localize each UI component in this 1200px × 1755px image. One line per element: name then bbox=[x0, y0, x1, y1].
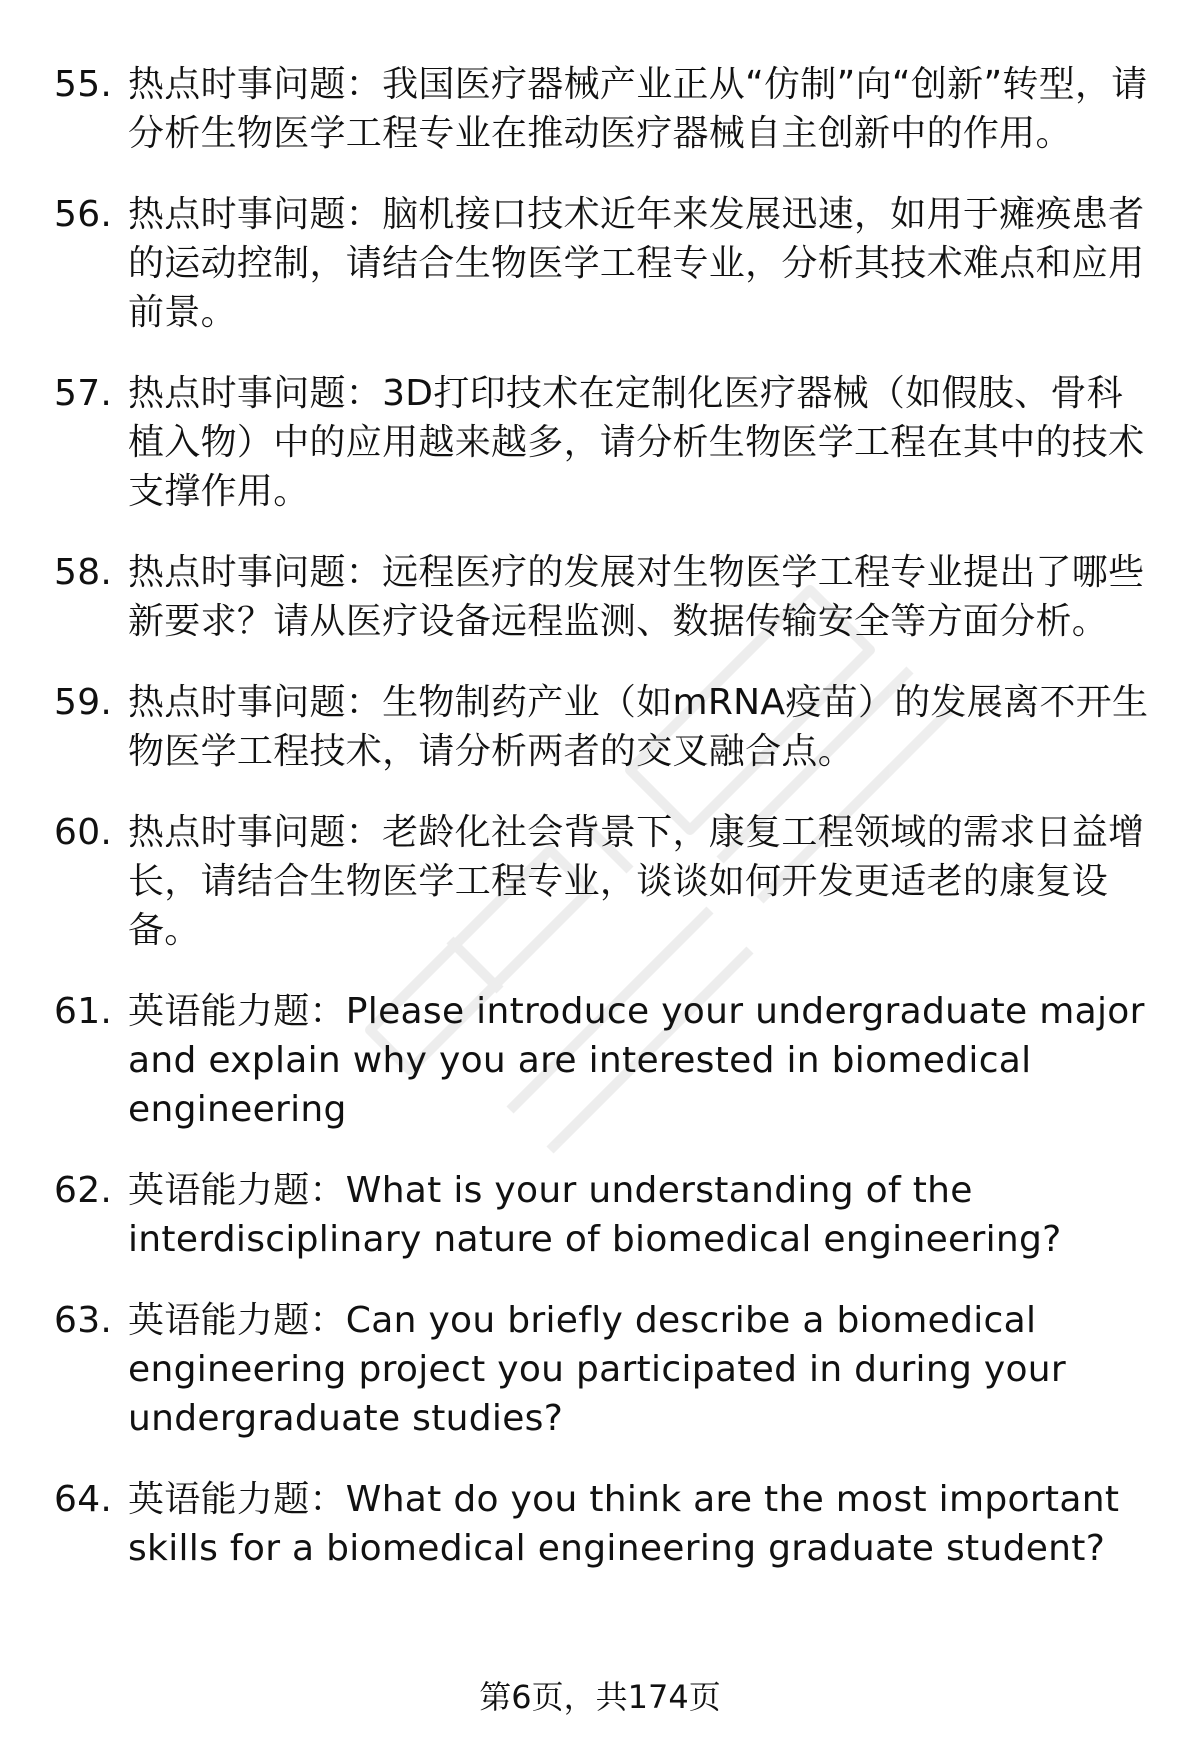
question-text: 英语能力题：What is your understanding of the interdisciplinary nature of biomedical engineering? bbox=[128, 1170, 1062, 1260]
question-text: 热点时事问题：生物制药产业（如mRNA疫苗）的发展离不开生物医学工程技术，请分析两者的交叉融合点。 bbox=[128, 682, 1149, 772]
question-item bbox=[54, 808, 1154, 955]
question-item bbox=[54, 548, 1154, 646]
question-number: 55. bbox=[54, 64, 113, 105]
question-item bbox=[54, 1475, 1154, 1573]
question-text: 英语能力题：What do you think are the most important skills for a biomedical engineering graduate student? bbox=[128, 1479, 1120, 1569]
question-number: 59. bbox=[54, 682, 113, 723]
question-text: 热点时事问题：脑机接口技术近年来发展迅速，如用于瘫痪患者的运动控制，请结合生物医学工程专业，分析其技术难点和应用前景。 bbox=[128, 194, 1145, 333]
question-item bbox=[54, 987, 1154, 1134]
question-item bbox=[54, 369, 1154, 516]
question-number: 62. bbox=[54, 1170, 113, 1211]
question-item bbox=[54, 190, 1154, 337]
page-number-footer: 第6页，共174页 bbox=[479, 1678, 721, 1716]
question-number: 57. bbox=[54, 373, 113, 414]
question-list bbox=[54, 60, 1154, 1605]
question-text: 热点时事问题：我国医疗器械产业正从“仿制”向“创新”转型，请分析生物医学工程专业在推动医疗器械自主创新中的作用。 bbox=[128, 64, 1148, 154]
question-number: 58. bbox=[54, 552, 113, 593]
question-number: 61. bbox=[54, 991, 113, 1032]
question-text: 英语能力题：Can you briefly describe a biomedical engineering project you participated in during your undergraduate studies? bbox=[128, 1300, 1067, 1439]
question-text: 热点时事问题：老龄化社会背景下，康复工程领域的需求日益增长，请结合生物医学工程专业，谈谈如何开发更适老的康复设备。 bbox=[128, 812, 1145, 951]
question-text: 英语能力题：Please introduce your undergraduate major and explain why you are interested in biomedical engineering bbox=[128, 991, 1145, 1130]
question-item bbox=[54, 1296, 1154, 1443]
question-number: 64. bbox=[54, 1479, 113, 1520]
question-text: 热点时事问题：远程医疗的发展对生物医学工程专业提出了哪些新要求？请从医疗设备远程监测、数据传输安全等方面分析。 bbox=[128, 552, 1145, 642]
question-text: 热点时事问题：3D打印技术在定制化医疗器械（如假肢、骨科植入物）中的应用越来越多，请分析生物医学工程在其中的技术支撑作用。 bbox=[128, 373, 1145, 512]
question-item bbox=[54, 60, 1154, 158]
question-item bbox=[54, 678, 1154, 776]
question-number: 60. bbox=[54, 812, 113, 853]
question-number: 56. bbox=[54, 194, 113, 235]
question-item bbox=[54, 1166, 1154, 1264]
question-number: 63. bbox=[54, 1300, 113, 1341]
